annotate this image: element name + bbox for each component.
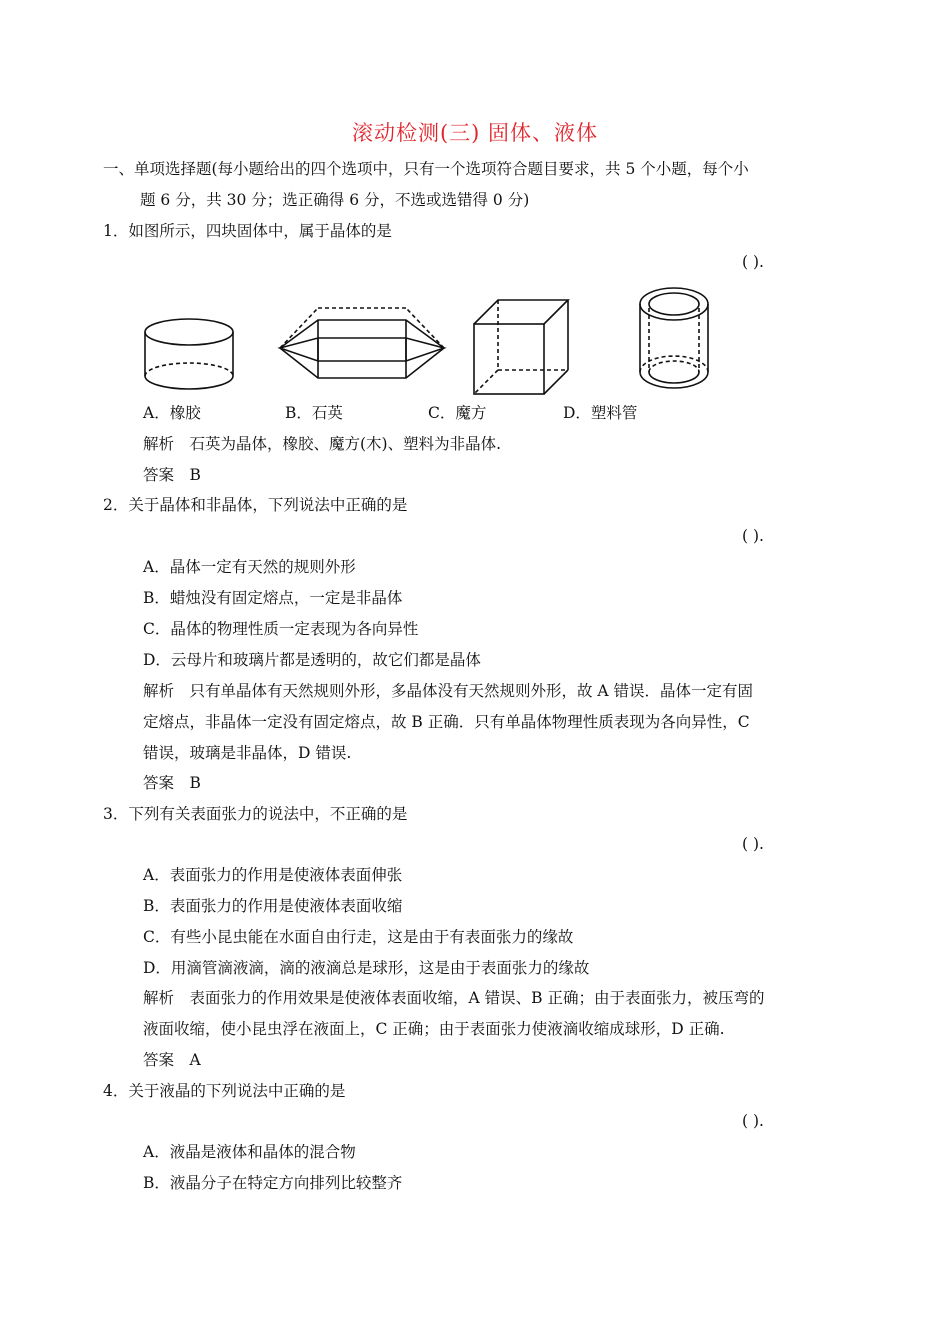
q1-stem: 1．如图所示，四块固体中，属于晶体的是 xyxy=(103,222,392,240)
q3-option-b: B．表面张力的作用是使液体表面收缩 xyxy=(143,897,403,915)
q2-option-c: C．晶体的物理性质一定表现为各向异性 xyxy=(143,620,419,638)
page-title: 滚动检测(三) 固体、液体 xyxy=(351,121,599,145)
q2-analysis-line-3: 错误，玻璃是非晶体，D 错误. xyxy=(143,744,352,762)
q4-option-b: B．液晶分子在特定方向排列比较整齐 xyxy=(143,1174,403,1192)
quartz-crystal-figure xyxy=(278,306,448,391)
plastic-tube-figure xyxy=(638,286,713,396)
q1-option-c: C．魔方 xyxy=(428,404,487,422)
q2-analysis-line-2: 定熔点，非晶体一定没有固定熔点，故 B 正确．只有单晶体物理性质表现为各向异性，C xyxy=(143,713,750,731)
q3-option-c: C．有些小昆虫能在水面自由行走，这是由于有表面张力的缘故 xyxy=(143,928,574,946)
q3-answer: 答案 A xyxy=(143,1051,201,1069)
q3-option-a: A．表面张力的作用是使液体表面伸张 xyxy=(143,866,403,884)
q2-answer: 答案 B xyxy=(143,774,201,792)
q1-analysis: 解析 石英为晶体，橡胶、魔方(木)、塑料为非晶体. xyxy=(143,435,502,453)
q2-option-a: A．晶体一定有天然的规则外形 xyxy=(143,558,356,576)
q4-stem: 4．关于液晶的下列说法中正确的是 xyxy=(103,1082,346,1100)
q1-option-d: D．塑料管 xyxy=(563,404,638,422)
q2-analysis-line-1: 解析 只有单晶体有天然规则外形，多晶体没有天然规则外形，故 A 错误．晶体一定有固 xyxy=(143,682,754,700)
q4-answer-blank: ( ). xyxy=(742,1112,764,1130)
q3-option-d: D．用滴管滴液滴，滴的液滴总是球形，这是由于表面张力的缘故 xyxy=(143,959,590,977)
q1-answer-blank: ( ). xyxy=(742,253,764,271)
q1-option-b: B．石英 xyxy=(285,404,343,422)
q4-option-a: A．液晶是液体和晶体的混合物 xyxy=(143,1143,356,1161)
q3-analysis-line-1: 解析 表面张力的作用效果是使液体表面收缩，A 错误、B 正确；由于表面张力，被压弯的 xyxy=(143,989,765,1007)
q2-option-b: B．蜡烛没有固定熔点，一定是非晶体 xyxy=(143,589,403,607)
q2-answer-blank: ( ). xyxy=(742,527,764,545)
section-instruction-line-2: 题 6 分，共 30 分；选正确得 6 分，不选或选错得 0 分) xyxy=(140,191,530,209)
q3-analysis-line-2: 液面收缩，使小昆虫浮在液面上，C 正确；由于表面张力使液滴收缩成球形，D 正确. xyxy=(143,1020,725,1038)
section-instruction-line-1: 一、单项选择题(每小题给出的四个选项中，只有一个选项符合题目要求，共 5 个小题，每个小 xyxy=(103,160,749,178)
q1-option-a: A．橡胶 xyxy=(143,404,201,422)
q1-answer: 答案 B xyxy=(143,466,201,484)
q2-option-d: D．云母片和玻璃片都是透明的，故它们都是晶体 xyxy=(143,651,481,669)
q2-stem: 2．关于晶体和非晶体，下列说法中正确的是 xyxy=(103,496,408,514)
rubber-cylinder-figure xyxy=(143,318,238,398)
q3-stem: 3．下列有关表面张力的说法中，不正确的是 xyxy=(103,805,408,823)
q3-answer-blank: ( ). xyxy=(742,835,764,853)
magic-cube-figure xyxy=(472,298,572,398)
